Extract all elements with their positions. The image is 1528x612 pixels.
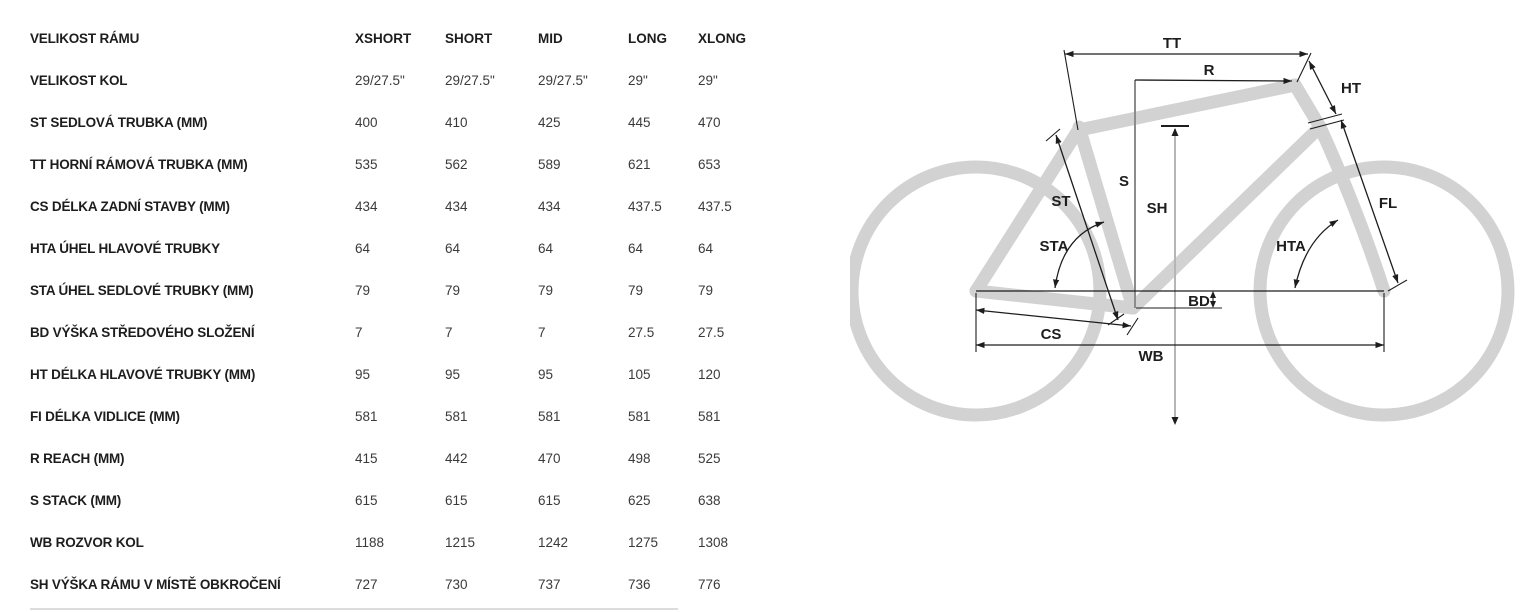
cell-value: 1242	[538, 535, 569, 551]
table-row	[0, 354, 810, 396]
cell-value: 736	[628, 577, 651, 593]
row-label: BD VÝŠKA STŘEDOVÉHO SLOŽENÍ	[30, 324, 255, 340]
cell-value: 434	[538, 198, 561, 214]
cell-value: 64	[538, 240, 554, 256]
cell-value: 64	[698, 240, 714, 256]
table-row	[0, 101, 810, 143]
cell-value: 498	[628, 451, 651, 467]
label-r: R	[1203, 62, 1215, 79]
cell-value: 64	[355, 240, 371, 256]
cell-value: 105	[628, 367, 651, 382]
cell-value: 410	[445, 114, 468, 130]
bike-geometry-diagram	[850, 0, 1528, 612]
row-label: HTA ÚHEL HLAVOVÉ TRUBKY	[30, 240, 220, 256]
label-bd: BD	[1188, 293, 1210, 310]
cell-value: 615	[355, 493, 378, 509]
cell-value: 7	[445, 324, 453, 340]
cell-value: 79	[445, 282, 461, 298]
row-label: CS DÉLKA ZADNÍ STAVBY (MM)	[30, 198, 230, 214]
row-label: S STACK (MM)	[30, 493, 122, 509]
row-label: WB ROZVOR KOL	[30, 535, 144, 551]
cell-value: 95	[538, 367, 554, 382]
dim-r	[1135, 80, 1292, 81]
row-label: HT DÉLKA HLAVOVÉ TRUBKY (MM)	[30, 367, 256, 382]
cell-value: 437.5	[698, 198, 732, 214]
row-label: VELIKOST RÁMU	[30, 30, 140, 46]
row-label: ST SEDLOVÁ TRUBKA (MM)	[30, 114, 208, 130]
cell-value: 1275	[628, 535, 659, 551]
row-label: R REACH (MM)	[30, 451, 125, 467]
table-row	[0, 269, 810, 311]
seat-axis-extension	[1064, 50, 1078, 130]
cell-value: 1308	[698, 535, 729, 551]
cell-value: 425	[538, 114, 561, 130]
cell-value: 79	[628, 282, 644, 298]
label-s: S	[1118, 173, 1130, 190]
column-header: XSHORT	[355, 30, 412, 46]
cell-value: 79	[538, 282, 554, 298]
label-wb: WB	[1138, 348, 1164, 365]
cell-value: 27.5	[628, 324, 655, 340]
table-row	[0, 143, 810, 185]
column-header: MID	[538, 30, 563, 46]
row-label: FI DÉLKA VIDLICE (MM)	[30, 409, 180, 425]
cell-value: 79	[355, 282, 371, 298]
cell-value: 730	[445, 577, 468, 593]
cell-value: 727	[355, 577, 378, 593]
cell-value: 27.5	[698, 324, 725, 340]
cell-value: 581	[628, 409, 651, 425]
cell-value: 120	[698, 367, 721, 382]
table-header-row	[0, 17, 810, 59]
cell-value: 29"	[698, 72, 718, 88]
cell-value: 64	[445, 240, 461, 256]
standover-down-arrow	[1172, 417, 1179, 425]
cell-value: 415	[355, 451, 378, 467]
cell-value: 434	[445, 198, 468, 214]
cell-value: 581	[698, 409, 721, 425]
label-sta: STA	[1039, 238, 1069, 255]
table-row	[0, 522, 810, 564]
cell-value: 7	[538, 324, 546, 340]
table-row	[0, 480, 810, 522]
cell-value: 581	[538, 409, 561, 425]
cell-value: 434	[355, 198, 378, 214]
cell-value: 776	[698, 577, 721, 593]
cell-value: 29"	[628, 72, 648, 88]
label-sh: SH	[1146, 200, 1168, 217]
table-row	[0, 59, 810, 101]
head-axis-extension	[1297, 53, 1311, 82]
standover-up-arrow	[1172, 128, 1179, 136]
row-label: STA ÚHEL SEDLOVÉ TRUBKY (MM)	[30, 282, 254, 298]
cell-value: 737	[538, 577, 561, 593]
cell-value: 525	[698, 451, 721, 467]
bd-down-arrow	[1210, 301, 1216, 308]
column-header: LONG	[628, 30, 667, 46]
table-row	[0, 438, 810, 480]
row-label: TT HORNÍ RÁMOVÁ TRUBKA (MM)	[30, 156, 248, 172]
cell-value: 437.5	[628, 198, 662, 214]
cell-value: 581	[445, 409, 468, 425]
cell-value: 79	[698, 282, 714, 298]
cell-value: 625	[628, 493, 651, 509]
column-header: SHORT	[445, 30, 493, 46]
table-row	[0, 311, 810, 353]
cell-value: 470	[538, 451, 561, 467]
label-cs: CS	[1040, 326, 1062, 343]
cell-value: 581	[355, 409, 378, 425]
table-row	[0, 227, 810, 269]
table-row	[0, 185, 810, 227]
cell-value: 64	[628, 240, 644, 256]
cell-value: 29/27.5"	[355, 72, 405, 88]
cell-value: 95	[445, 367, 461, 382]
cell-value: 615	[538, 493, 561, 509]
cell-value: 621	[628, 156, 651, 172]
label-fl: FL	[1378, 195, 1398, 212]
table-bottom-divider	[30, 608, 678, 610]
cell-value: 95	[355, 367, 371, 382]
cell-value: 442	[445, 451, 468, 467]
cell-value: 1188	[355, 535, 385, 551]
label-tt: TT	[1162, 35, 1182, 52]
cell-value: 400	[355, 114, 378, 130]
row-label: VELIKOST KOL	[30, 72, 128, 88]
cell-value: 29/27.5"	[445, 72, 495, 88]
column-header: XLONG	[698, 30, 747, 46]
bd-up-arrow	[1210, 291, 1216, 298]
cell-value: 562	[445, 156, 468, 172]
label-ht: HT	[1341, 80, 1361, 97]
cs-right-tick	[1127, 318, 1138, 335]
cell-value: 535	[355, 156, 378, 172]
label-st: ST	[1051, 193, 1071, 210]
cell-value: 1215	[445, 535, 476, 551]
cell-value: 653	[698, 156, 721, 172]
dim-cs	[976, 310, 1131, 326]
cell-value: 615	[445, 493, 468, 509]
frame-outline	[976, 85, 1384, 308]
cell-value: 445	[628, 114, 651, 130]
table-row	[0, 396, 810, 438]
row-label: SH VÝŠKA RÁMU V MÍSTĚ OBKROČENÍ	[30, 577, 281, 593]
table-row	[0, 564, 810, 606]
cell-value: 638	[698, 493, 721, 509]
cell-value: 29/27.5"	[538, 72, 588, 88]
cell-value: 470	[698, 114, 721, 130]
cell-value: 589	[538, 156, 561, 172]
cell-value: 7	[355, 324, 363, 340]
label-hta: HTA	[1276, 238, 1306, 255]
